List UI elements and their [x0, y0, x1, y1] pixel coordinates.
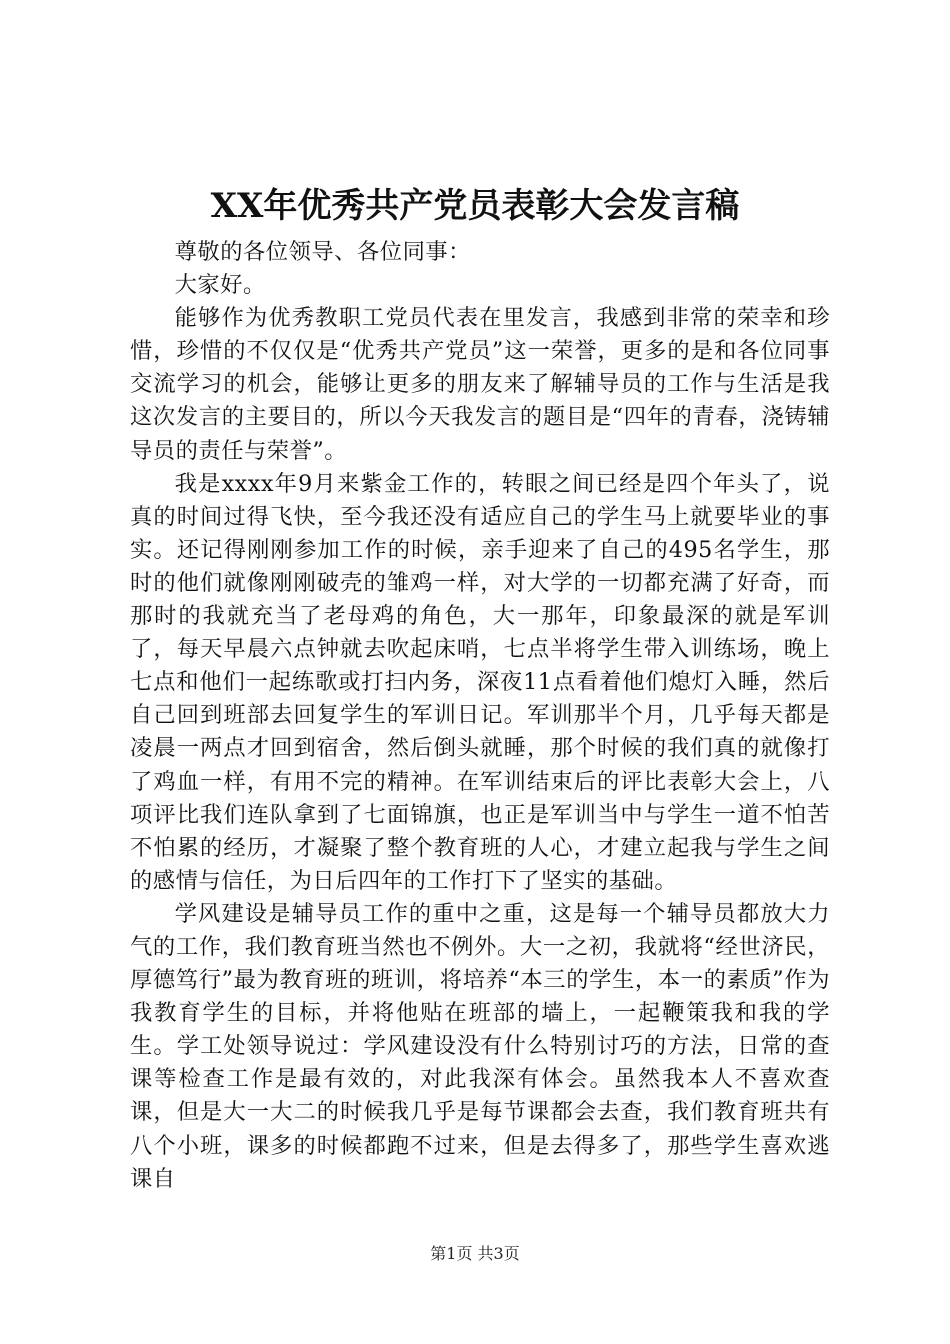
document-body [130, 236, 830, 1196]
document-title: XX年优秀共产党员表彰大会发言稿 [210, 186, 740, 226]
body-paragraph: 我是xxxx年9月来紫金工作的，转眼之间已经是四个年头了，说真的时间过得飞快，至今我还没有适应自己的学生马上就要毕业的事实。还记得刚刚参加工作的时候，亲手迎来了自己的495名学生，那时的他们就像刚刚破壳的雏鸡一样，对大学的一切都充满了好奇，而那时的我就充当了老母鸡的角色，大一那年，印象最深的就是军训了，每天早晨六点钟就去吹起床哨，七点半将学生带入训练场，晚上七点和他们一起练歌或打扫内务，深夜11点看着他们熄灯入睡，然后自己回到班部去回复学生的军训日记。军训那半个月，几乎每天都是凌晨一两点才回到宿舍，然后倒头就睡，那个时候的我们真的就像打了鸡血一样，有用不完的精神。在军训结束后的评比表彰大会上，八项评比我们连队拿到了七面锦旗，也正是军训当中与学生一道不怕苦不怕累的经历，才凝聚了整个教育班的人心，才建立起我与学生之间的感情与信任，为日后四年的工作打下了坚实的基础。 [130, 470, 830, 894]
body-paragraph: 能够作为优秀教职工党员代表在里发言，我感到非常的荣幸和珍惜，珍惜的不仅仅是“优秀共产党员”这一荣誉，更多的是和各位同事交流学习的机会，能够让更多的朋友来了解辅导员的工作与生活是我这次发言的主要目的，所以今天我发言的题目是“四年的青春，浇铸辅导员的责任与荣誉”。 [130, 305, 830, 464]
salutation-paragraph: 尊敬的各位领导、各位同事： [174, 239, 471, 265]
greeting-paragraph: 大家好。 [174, 272, 266, 299]
body-paragraph: 学风建设是辅导员工作的重中之重，这是每一个辅导员都放大力气的工作，我们教育班当然也不例外。大一之初，我就将“经世济民，厚德笃行”最为教育班的班训，将培养“本三的学生，本一的素质”作为我教育学生的目标，并将他贴在班部的墙上，一起鞭策我和我的学生。学工处领导说过：学风建设没有什么特别讨巧的方法，日常的查课等检查工作是最有效的，对此我深有体会。虽然我本人不喜欢查课，但是大一大二的时候我几乎是每节课都会去查，我们教育班共有八个小班，课多的时候都跑不过来，但是去得多了，那些学生喜欢逃课自 [130, 900, 830, 1192]
page-number-footer: 第1页 共3页 [430, 1244, 520, 1263]
